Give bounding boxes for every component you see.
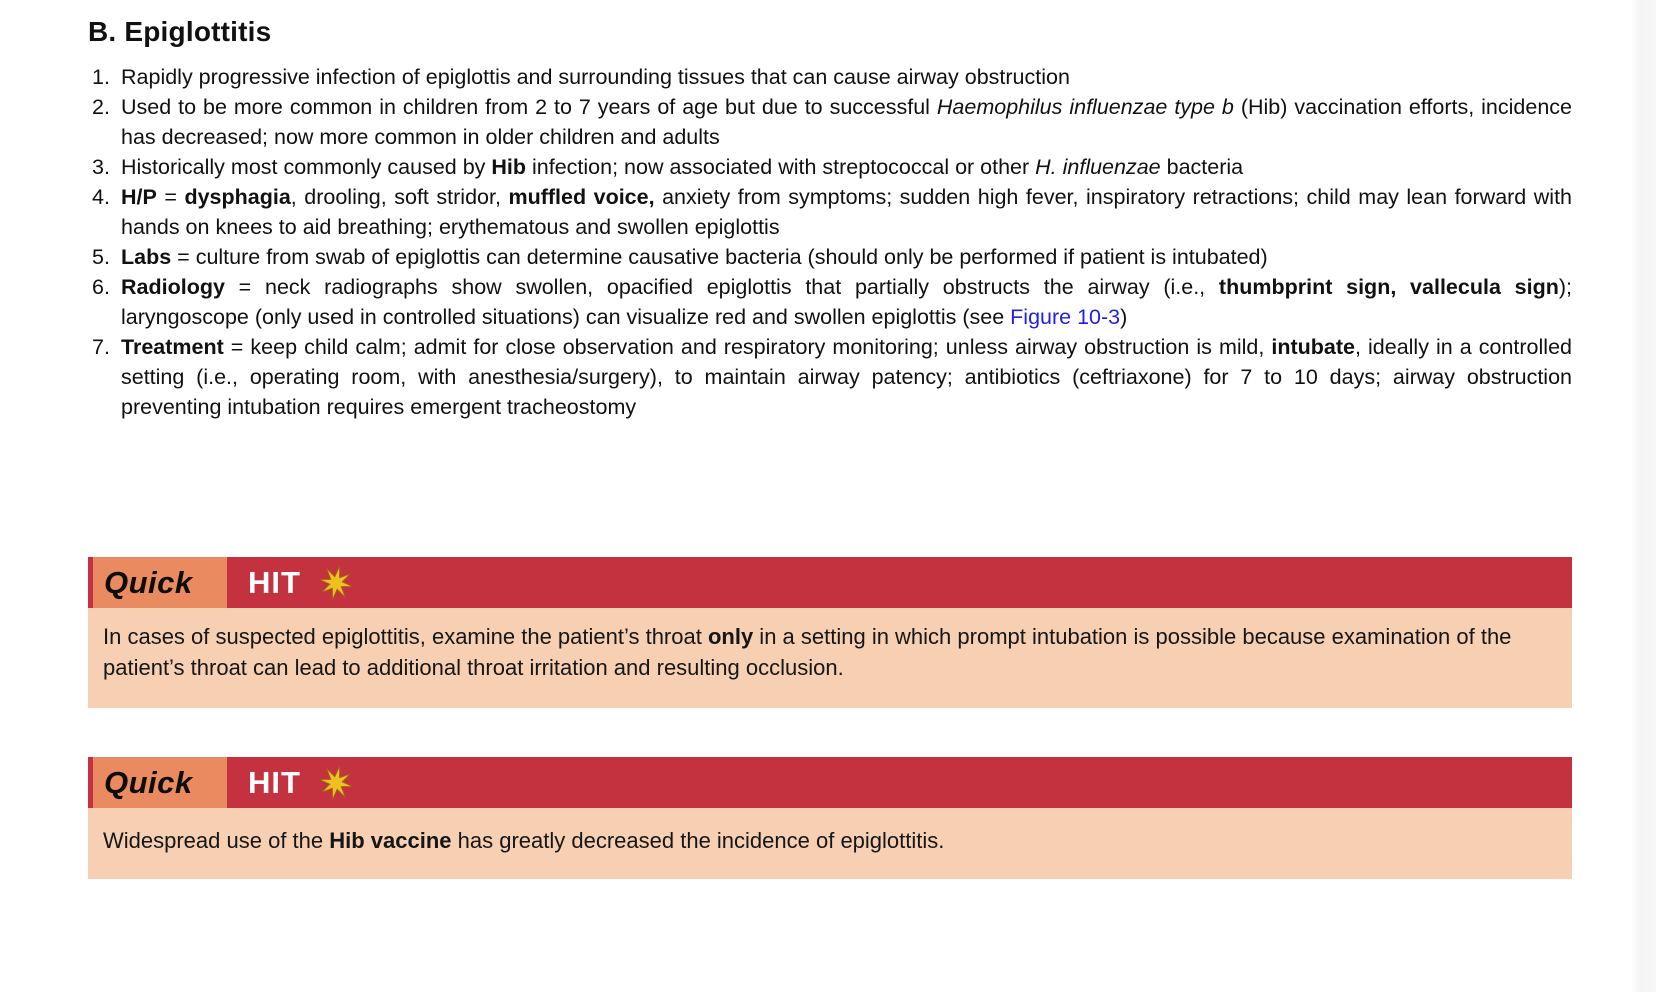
list-item-number: 7. [92, 335, 110, 359]
list-item [88, 152, 1572, 182]
list-item-number: 1. [92, 65, 110, 89]
list-item-text: Radiology = neck radiographs show swollen, opacified epiglottis that partially obstructs the airway (i.e., thumbprint sign, vallecula sign); laryngoscope (only used in controlled situations) can visualize red and swollen epiglottis (see Figure 10-3) [121, 275, 1572, 329]
quick-hit-box [88, 557, 1572, 708]
quick-hit-box [88, 757, 1572, 879]
list-item-number: 2. [92, 95, 110, 119]
list-item-text: Labs = culture from swab of epiglottis can determine causative bacteria (should only be performed if patient is intubated) [121, 245, 1268, 269]
quick-label: Quick [104, 764, 193, 800]
numbered-list [88, 62, 1572, 422]
list-item-text: H/P = dysphagia, drooling, soft stridor, muffled voice, anxiety from symptoms; sudden high fever, inspiratory retractions; child may lean forward with hands on knees to aid breathing; erythematous and swollen epiglottis [121, 185, 1573, 239]
quick-label-tab [93, 557, 227, 608]
list-item [88, 62, 1572, 92]
quick-hit-header [88, 557, 1572, 608]
list-item [88, 182, 1572, 242]
quick-hit-body: Widespread use of the Hib vaccine has greatly decreased the incidence of epiglottitis. [88, 808, 1572, 879]
page-edge-shadow [1630, 0, 1656, 992]
quick-label-tab [93, 757, 227, 808]
hit-label: HIT [248, 564, 301, 600]
list-item-text: Used to be more common in children from 2 to 7 years of age but due to successful Haemophilus influenzae type b (Hib) vaccination efforts, incidence has decreased; now more common in older children and adults [121, 95, 1572, 149]
list-item-text: Treatment = keep child calm; admit for close observation and respiratory monitoring; unless airway obstruction is mild, intubate, ideally in a controlled setting (i.e., operating room, with anesthesia/surgery), to maintain airway patency; antibiotics (ceftriaxone) for 7 to 10 days; airway obstruction preventing intubation requires emergent tracheostomy [121, 335, 1572, 419]
list-item [88, 272, 1572, 332]
page-title: B. Epiglottitis [88, 16, 272, 47]
list-item-number: 3. [92, 155, 110, 179]
quick-label: Quick [104, 564, 193, 600]
list-item-text: Historically most commonly caused by Hib infection; now associated with streptococcal or other H. influenzae bacteria [121, 155, 1244, 179]
list-item [88, 242, 1572, 272]
list-item-number: 6. [92, 275, 110, 299]
list-item-text: Rapidly progressive infection of epiglottis and surrounding tissues that can cause airway obstruction [121, 65, 1070, 89]
list-item-number: 4. [92, 185, 110, 209]
figure-link[interactable]: Figure 10-3 [1010, 305, 1121, 329]
list-item-number: 5. [92, 245, 110, 269]
hit-label: HIT [248, 764, 301, 800]
list-item [88, 92, 1572, 152]
starburst-icon [317, 564, 355, 602]
quick-hit-header [88, 757, 1572, 808]
starburst-icon [317, 764, 355, 802]
list-item [88, 332, 1572, 422]
quick-hit-body: In cases of suspected epiglottitis, examine the patient’s throat only in a setting in which prompt intubation is possible because examination of the patient’s throat can lead to additional throat irritation and resulting occlusion. [88, 608, 1572, 708]
